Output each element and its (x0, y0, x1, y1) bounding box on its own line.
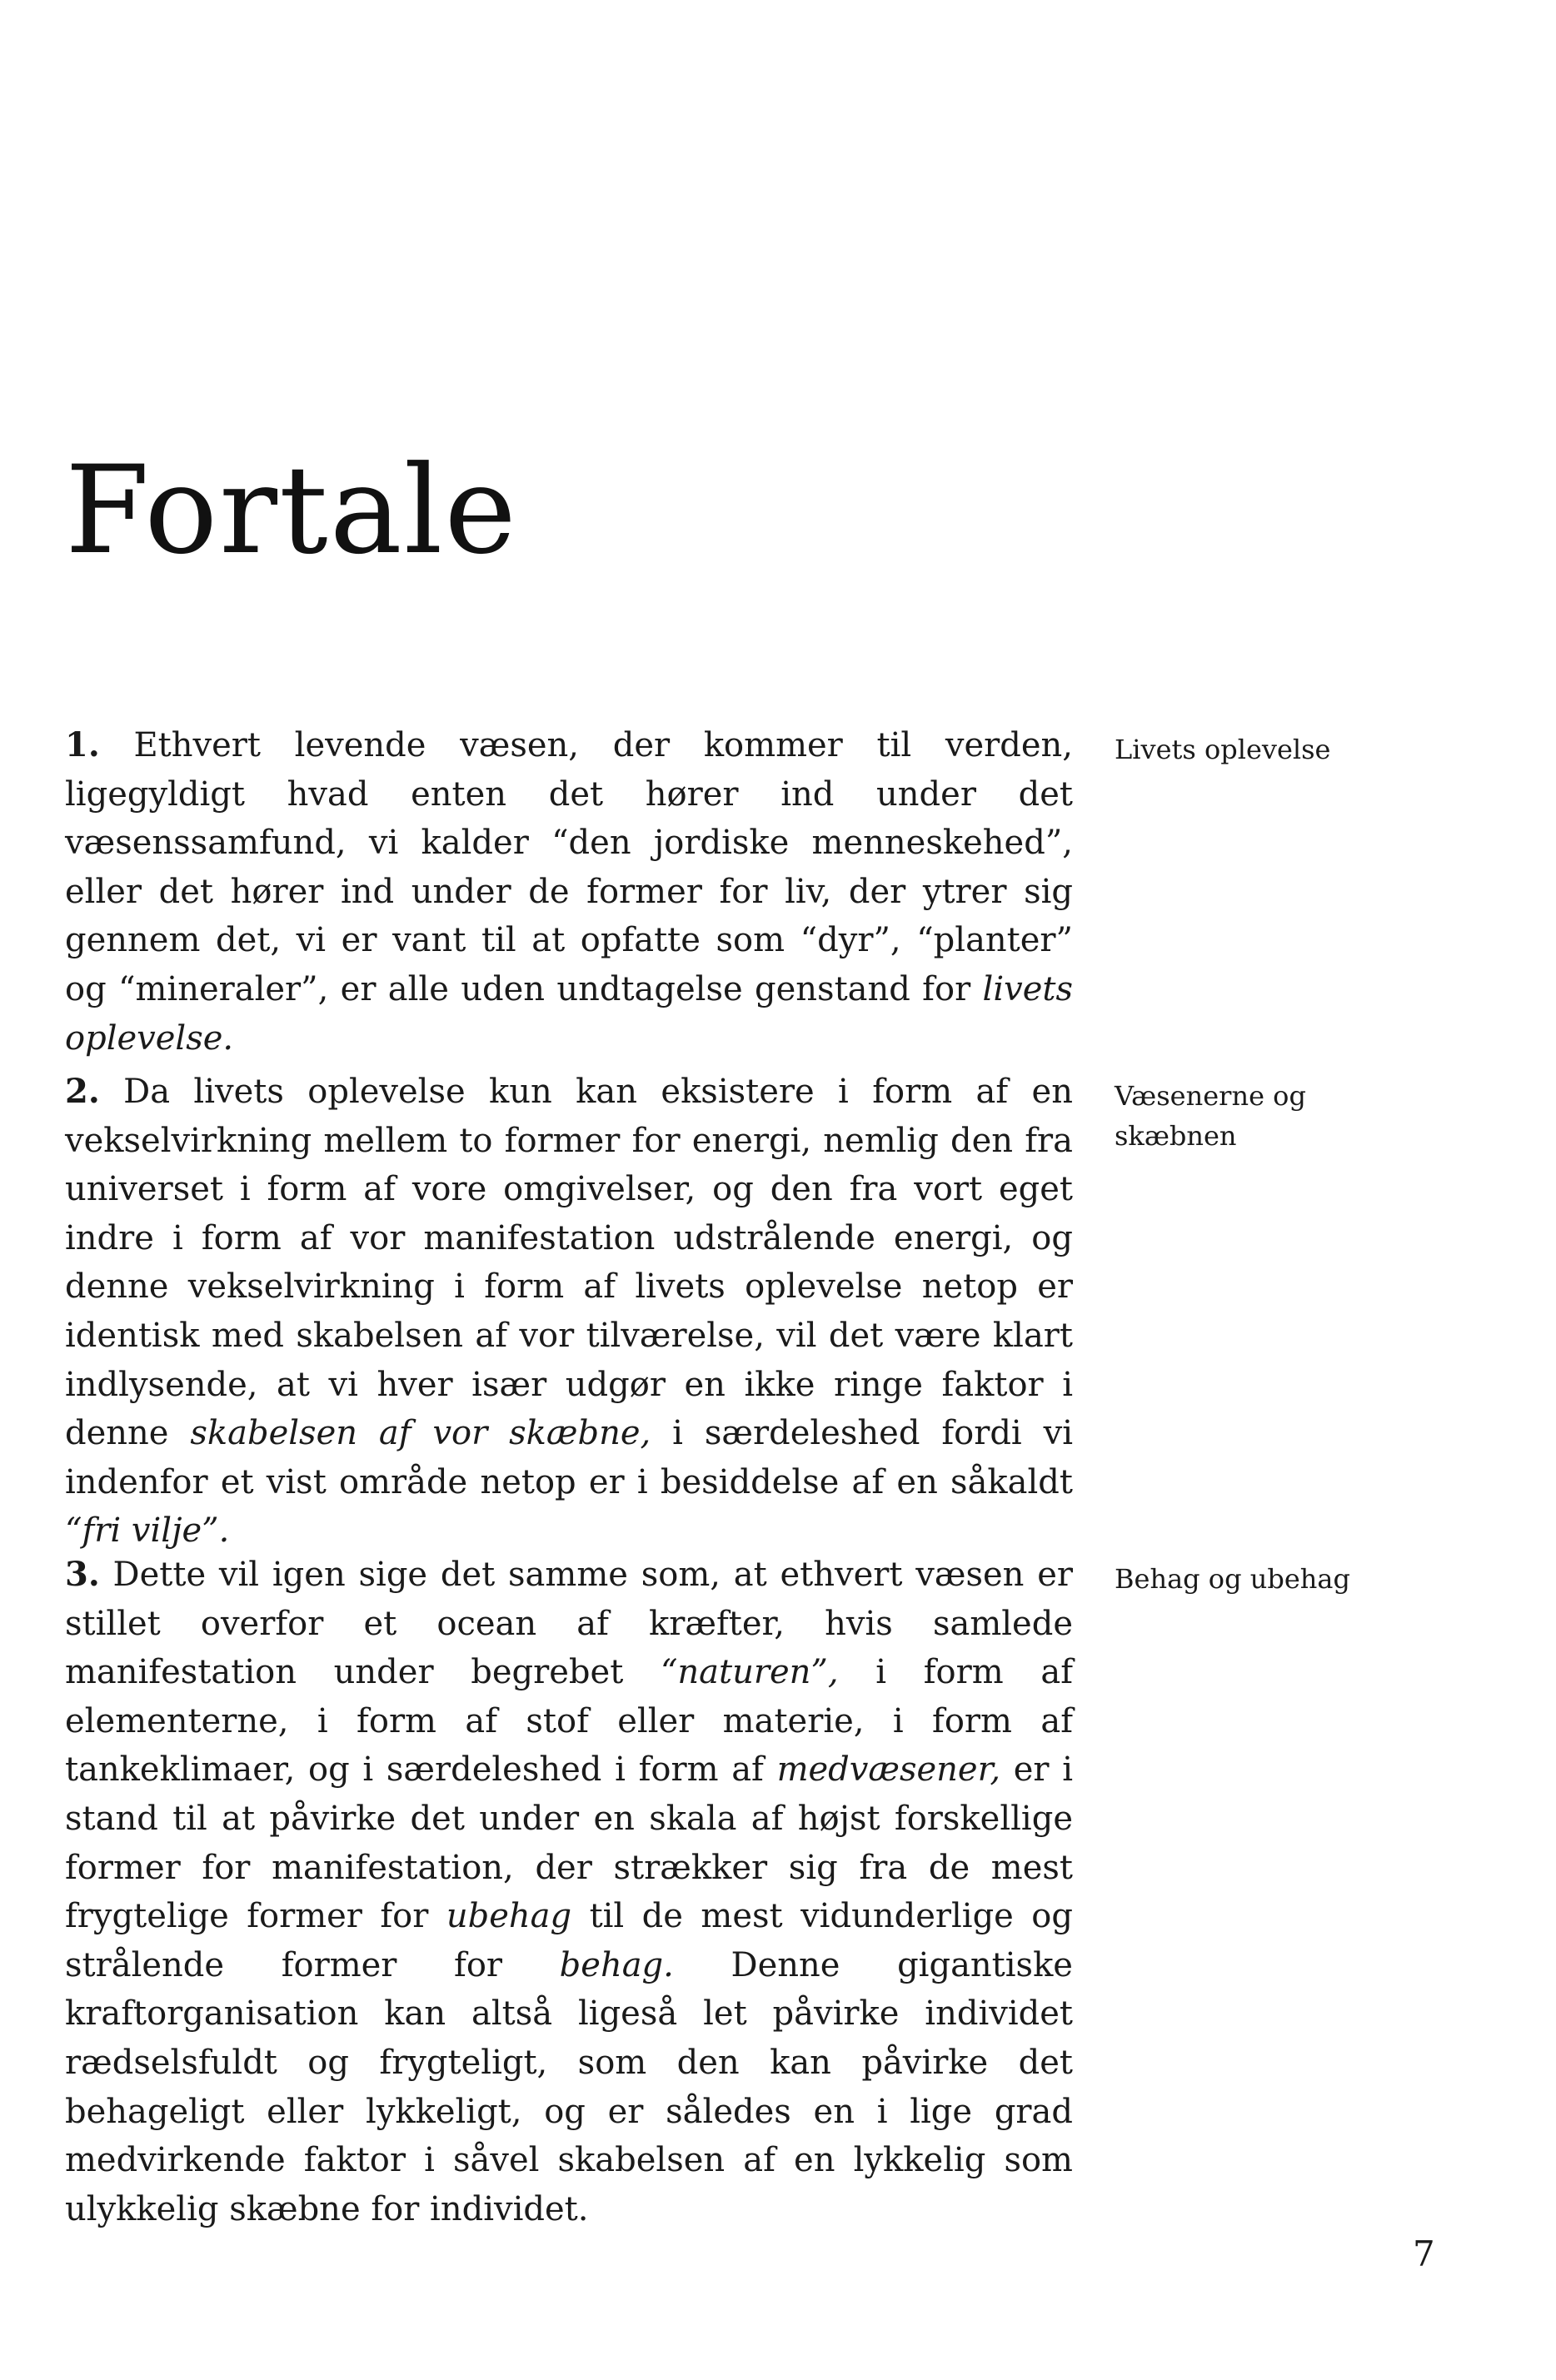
paragraph-emphasis: skabelsen af vor skæbne, (190, 1414, 651, 1453)
chapter-title: Fortale (65, 440, 518, 581)
page-number: 7 (1413, 2233, 1435, 2274)
section-2 (65, 1068, 1073, 1556)
paragraph-emphasis: behag. (559, 1945, 674, 1984)
paragraph-3 (65, 1551, 1073, 2233)
paragraph-number: 3. (65, 1555, 100, 1594)
paragraph-emphasis: ubehag (446, 1897, 572, 1936)
paragraph-emphasis: “naturen”, (660, 1653, 839, 1692)
paragraph-text: til de mest vidunderlige og strålende former for (65, 1897, 1073, 1984)
margin-note-2: Væsenerne og skæbnen (1115, 1080, 1306, 1152)
section-3 (65, 1551, 1073, 2233)
paragraph-text: er i stand til at påvirke det under en skala af højst forskellige former for manifestation, der strækker sig fra de mest frygtelige former for (65, 1750, 1074, 1936)
section-1 (65, 721, 1073, 1063)
paragraph-2 (65, 1068, 1073, 1556)
margin-note-3: Behag og ubehag (1115, 1563, 1350, 1595)
paragraph-emphasis: medvæsener, (776, 1750, 1001, 1790)
paragraph-text: Denne gigantiske kraftorganisation kan altså ligeså let påvirke individet rædselsfuldt og frygteligt, som den kan påvirke det behageligt eller lykkeligt, og er således en i lige grad medvirkende faktor i såvel skabelsen af en lykkelig som ulykkelig skæbne for individet. (65, 1945, 1073, 2228)
paragraph-text: i form af elementerne, i form af stof eller materie, i form af tankeklimaer, og i særdeleshed i form af (65, 1653, 1073, 1790)
margin-note-1: Livets oplevelse (1115, 734, 1331, 765)
paragraph-text: i særdeleshed fordi vi indenfor et vist område netop er i besiddelse af en såkaldt (65, 1414, 1074, 1501)
paragraph-emphasis: livets oplevelse. (65, 969, 1073, 1058)
paragraph-text: Ethvert levende væsen, der kommer til verden, ligegyldigt hvad enten det hører ind under det væsenssamfund, vi kalder “den jordiske menneskehed”, eller det hører ind under de former for liv, der ytrer sig gennem det, vi er vant til at opfatte som “dyr”, “planter” og “mineraler”, er alle uden undtagelse genstand for (65, 726, 1073, 1008)
paragraph-1 (65, 721, 1073, 1063)
paragraph-text: Da livets oplevelse kun kan eksistere i form af en vekselvirkning mellem to former for energi, nemlig den fra universet i form af vore omgivelser, og den fra vort eget indre i form af vor manifestation udstrålende energi, og denne vekselvirkning i form af livets oplevelse netop er identisk med skabelsen af vor tilværelse, vil det være klart indlysende, at vi hver især udgør en ikke ringe faktor i denne (65, 1073, 1073, 1453)
paragraph-emphasis: “fri vilje”. (65, 1511, 230, 1551)
paragraph-text: Dette vil igen sige det samme som, at ethvert væsen er stillet overfor et ocean af kræfter, hvis samlede manifestation under begrebet (65, 1556, 1073, 1692)
paragraph-number: 2. (65, 1072, 100, 1111)
paragraph-number: 1. (65, 725, 100, 764)
